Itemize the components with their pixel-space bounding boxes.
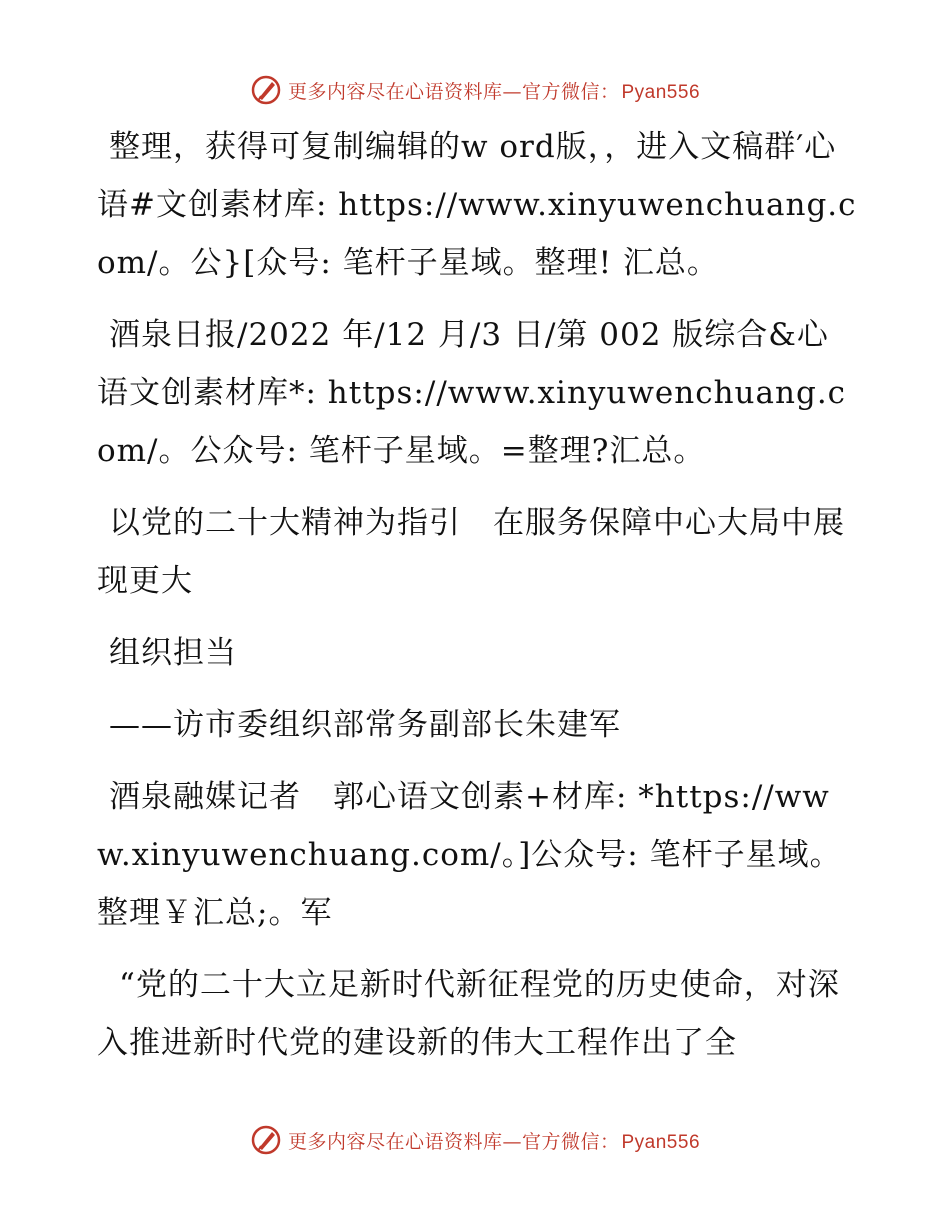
header-watermark [0, 70, 950, 110]
article-title: 以党的二十大精神为指引 在服务保障中心大局中展现更大 [97, 505, 845, 599]
footer-watermark [0, 1120, 950, 1160]
quill-pen-circle-icon [250, 1124, 282, 1156]
byline: 酒泉融媒记者 郭心语文创素+材库: *https://www.xinyuwenchuang.com/。]公众号: 笔杆子星域。整理￥汇总;。军 [97, 779, 842, 931]
paragraph-source: 酒泉日报/2022 年/12 月/3 日/第 002 版综合&心语文创素材库*: https://www.xinyuwenchuang.com/。公众号: 笔杆子星域。=整理?汇总。 [97, 317, 847, 469]
watermark-text: 更多内容尽在心语资料库—官方微信： Pyan556 [287, 1130, 701, 1153]
paragraph-body: “党的二十大立足新时代新征程党的历史使命，对深入推进新时代党的建设新的伟大工程作出了全 [97, 967, 840, 1061]
paragraph-intro: 整理，获得可复制编辑的w ord版，，进入文稿群′心语#文创素材库: https://www.xinyuwenchuang.com/。公}[众号: 笔杆子星域。整理! 汇总。 [97, 129, 857, 281]
document-body [97, 118, 857, 1072]
quill-pen-circle-icon [250, 74, 282, 106]
article-title-continued: 组织担当 [109, 635, 237, 671]
watermark-text: 更多内容尽在心语资料库—官方微信： Pyan556 [287, 80, 701, 103]
article-subtitle: ——访市委组织部常务副部长朱建军 [109, 707, 621, 743]
